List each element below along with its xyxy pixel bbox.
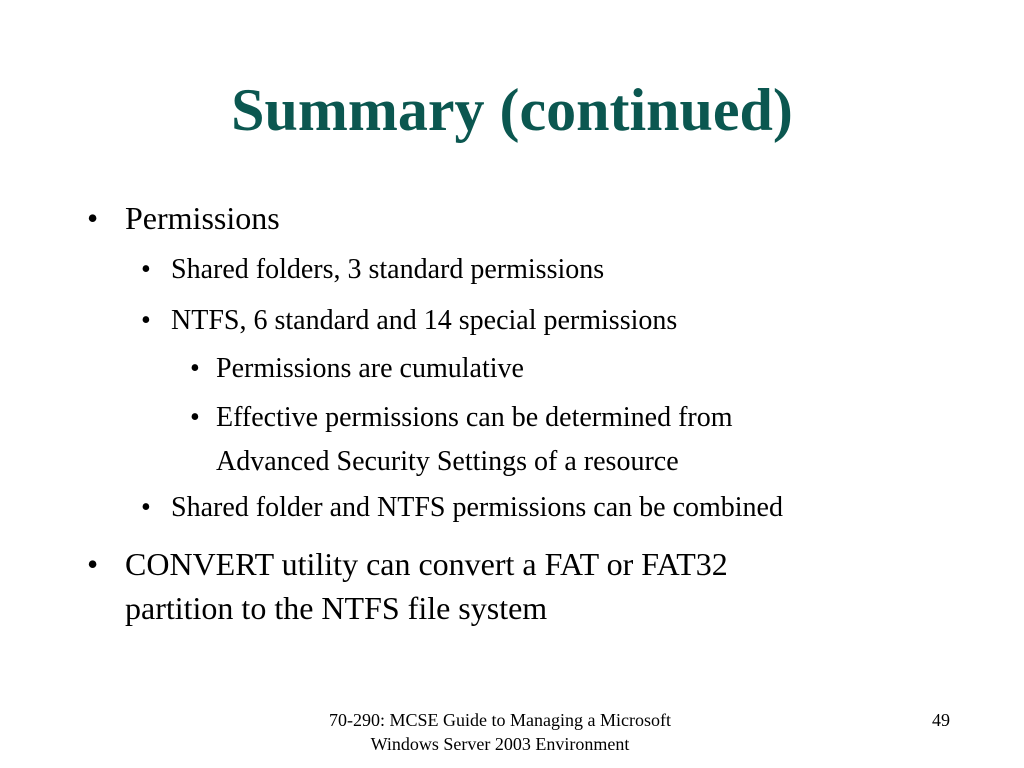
bullet-icon: • xyxy=(141,254,151,285)
bullet-item-convert xyxy=(87,542,728,630)
slide-footer xyxy=(290,708,710,756)
bullet-text-line2: Advanced Security Settings of a resource xyxy=(216,446,679,477)
bullet-icon: • xyxy=(190,353,200,384)
slide-title: Summary (continued) xyxy=(231,77,793,143)
bullet-text: Permissions xyxy=(125,200,280,236)
bullet-item-cumulative xyxy=(190,347,524,391)
bullet-text: Permissions are cumulative xyxy=(216,353,524,384)
footer-line2: Windows Server 2003 Environment xyxy=(370,734,630,754)
bullet-icon: • xyxy=(87,546,99,582)
bullet-icon: • xyxy=(190,402,200,433)
bullet-item-shared-folders xyxy=(141,252,605,288)
bullet-icon: • xyxy=(141,305,151,336)
bullet-text-line1: Effective permissions can be determined from xyxy=(216,402,733,433)
bullet-item-permissions xyxy=(87,196,280,240)
bullet-item-ntfs xyxy=(141,303,678,339)
bullet-item-combined xyxy=(141,490,783,526)
bullet-text: NTFS, 6 standard and 14 special permissions xyxy=(171,305,678,336)
page-number: 49 xyxy=(932,710,950,730)
bullet-text-line1: CONVERT utility can convert a FAT or FAT32 xyxy=(125,546,728,582)
bullet-text: Shared folder and NTFS permissions can be combined xyxy=(171,492,783,523)
bullet-item-effective-permissions xyxy=(190,396,733,484)
bullet-text: Shared folders, 3 standard permissions xyxy=(171,254,605,285)
bullet-text-line2: partition to the NTFS file system xyxy=(125,590,548,626)
footer-line1: 70-290: MCSE Guide to Managing a Microsoft xyxy=(329,710,671,730)
bullet-icon: • xyxy=(141,492,151,523)
bullet-icon: • xyxy=(87,200,99,236)
